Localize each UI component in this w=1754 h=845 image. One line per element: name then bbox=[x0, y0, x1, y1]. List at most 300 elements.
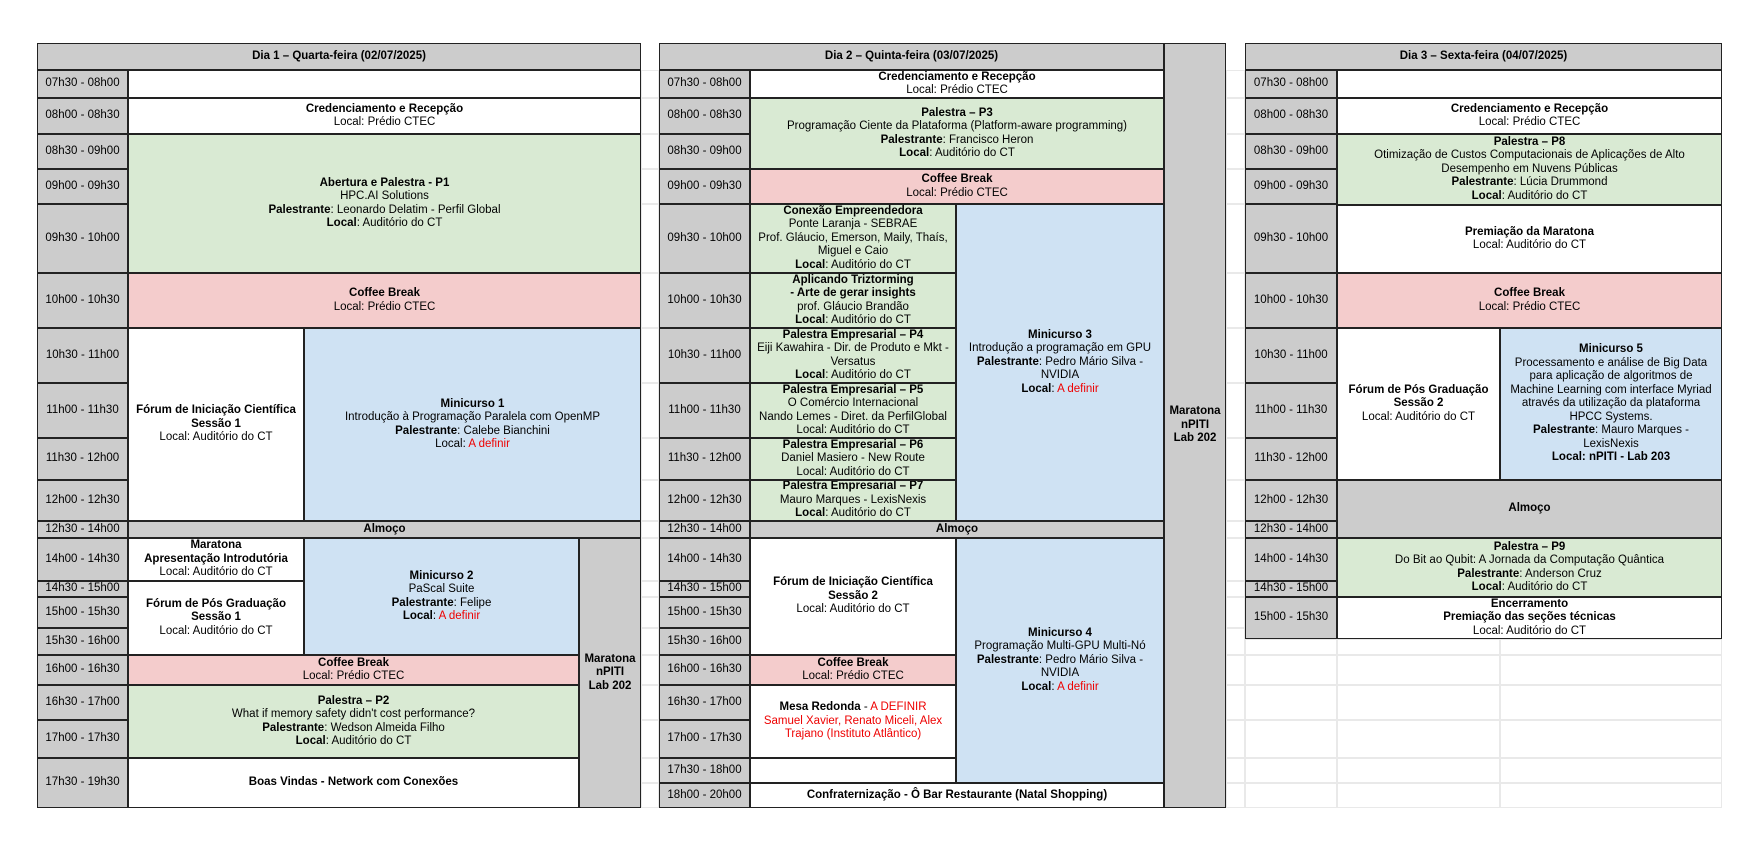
time-slot: 12h00 - 12h30 bbox=[37, 480, 128, 521]
time-slot: 17h30 - 18h00 bbox=[659, 758, 750, 783]
location-to-define: A definir bbox=[1057, 680, 1099, 693]
event-title: Fórum de Iniciação Científica bbox=[136, 404, 296, 417]
speaker-label: Palestrante bbox=[1457, 567, 1520, 580]
speaker-name: Nando Lemes - Diret. da PerfilGlobal bbox=[759, 410, 947, 423]
day2-confraternizacao bbox=[750, 783, 1164, 808]
day1-minicurso-2 bbox=[304, 538, 579, 655]
event-location: Local: Prédio CTEC bbox=[906, 84, 1008, 96]
event-title: Premiação da Maratona bbox=[1464, 225, 1595, 238]
empty-grid-cell bbox=[641, 685, 659, 720]
event-subtitle: O Comércio Internacional bbox=[787, 397, 919, 409]
event-location: : Auditório do CT bbox=[325, 735, 412, 747]
day1-credenciamento bbox=[128, 98, 641, 134]
speaker-name: prof. Gláucio Brandão bbox=[797, 300, 909, 313]
day2-minicurso-4 bbox=[956, 538, 1164, 783]
time-slot: 14h00 - 14h30 bbox=[1245, 538, 1337, 581]
location-label: Local bbox=[402, 610, 433, 622]
event-title: Confraternização - Ô Bar Restaurante (Natal Shopping) bbox=[806, 788, 1108, 801]
day1-almoco bbox=[128, 521, 641, 538]
speaker-label: Palestrante bbox=[391, 596, 454, 609]
event-title: Minicurso 2 bbox=[409, 569, 474, 582]
event-location: Local: Prédio CTEC bbox=[333, 116, 436, 128]
event-title: Palestra – P2 bbox=[317, 694, 390, 707]
event-location: : Auditório do CT bbox=[929, 147, 1015, 159]
empty-grid-cell bbox=[1500, 758, 1722, 783]
empty-grid-cell bbox=[641, 628, 659, 655]
marathon-room: Lab 202 bbox=[1173, 432, 1217, 445]
empty-grid-cell bbox=[1500, 720, 1722, 758]
empty-grid-cell bbox=[1226, 328, 1245, 383]
time-slot: 09h00 - 09h30 bbox=[659, 169, 750, 204]
location-separator: : bbox=[1051, 382, 1058, 395]
speaker-name: : Pedro Mário Silva - bbox=[1038, 653, 1144, 666]
event-title: Maratona bbox=[190, 539, 242, 552]
time-slot: 15h30 - 16h00 bbox=[659, 628, 750, 655]
location-label: Local bbox=[1471, 581, 1502, 593]
empty-grid-cell bbox=[641, 438, 659, 480]
time-slot: 11h30 - 12h00 bbox=[37, 438, 128, 480]
empty-grid-cell bbox=[641, 169, 659, 204]
time-slot: 16h00 - 16h30 bbox=[37, 655, 128, 685]
day3-encerramento bbox=[1337, 597, 1722, 639]
empty-grid-cell bbox=[1226, 655, 1245, 685]
event-title: Coffee Break bbox=[318, 656, 389, 669]
day1-coffee-break-2 bbox=[128, 655, 579, 685]
lunch-label: Almoço bbox=[1508, 502, 1551, 515]
empty-grid-cell bbox=[1337, 685, 1500, 720]
day3-forum-pos-sessao2 bbox=[1337, 328, 1500, 480]
empty-grid-cell bbox=[1226, 98, 1245, 134]
day3-palestra-p9 bbox=[1337, 538, 1722, 597]
event-location: Local: Auditório do CT bbox=[1472, 239, 1587, 251]
speaker-label: Palestrante bbox=[976, 653, 1039, 666]
empty-grid-cell bbox=[1226, 758, 1245, 783]
empty-grid-cell bbox=[641, 521, 659, 538]
event-title: Coffee Break bbox=[349, 287, 420, 299]
event-location: Local: Auditório do CT bbox=[159, 624, 273, 637]
empty-grid-cell bbox=[1226, 383, 1245, 438]
time-slot: 10h00 - 10h30 bbox=[37, 273, 128, 328]
empty-grid-cell bbox=[1226, 134, 1245, 169]
location-label: Local bbox=[899, 147, 930, 159]
event-title: Boas Vindas - Network com Conexões bbox=[248, 776, 459, 789]
time-slot: 16h30 - 17h00 bbox=[659, 685, 750, 720]
day1-forum-ic-sessao1 bbox=[128, 328, 304, 521]
day2-mesa-redonda bbox=[750, 685, 956, 758]
location-label: Local bbox=[1021, 680, 1052, 693]
time-slot: 08h30 - 09h00 bbox=[1245, 134, 1337, 169]
event-subtitle: Premiação das seções técnicas bbox=[1443, 611, 1616, 624]
empty-grid-cell bbox=[641, 328, 659, 383]
empty-grid-cell bbox=[641, 783, 659, 808]
event-location: Local: Auditório do CT bbox=[1361, 410, 1476, 423]
event-session: Sessão 2 bbox=[1393, 397, 1444, 410]
empty-grid-cell bbox=[1245, 783, 1337, 808]
empty-grid-cell bbox=[1500, 655, 1722, 685]
time-slot: 15h30 - 16h00 bbox=[37, 628, 128, 655]
day2-forum-ic-sessao2 bbox=[750, 538, 956, 655]
event-title: Abertura e Palestra - P1 bbox=[319, 176, 450, 189]
event-location: Local: Prédio CTEC bbox=[1478, 116, 1581, 128]
marathon-org: nPITI bbox=[595, 666, 625, 679]
time-slot: 17h00 - 17h30 bbox=[37, 720, 128, 758]
speaker-name: : Felipe bbox=[453, 596, 492, 609]
day2-palestra-p5 bbox=[750, 383, 956, 438]
event-location: : Auditório do CT bbox=[1501, 581, 1588, 593]
day1-title: Dia 1 – Quarta-feira (02/07/2025) bbox=[252, 49, 426, 62]
time-slot: 14h00 - 14h30 bbox=[659, 538, 750, 581]
speaker-label: Palestrante bbox=[262, 721, 325, 734]
event-subtitle: Ponte Laranja - SEBRAE bbox=[788, 218, 918, 231]
day2-conexao-empreendedora bbox=[750, 204, 956, 273]
event-title: Fórum de Pós Graduação bbox=[1348, 383, 1489, 396]
time-slot: 15h00 - 15h30 bbox=[37, 597, 128, 628]
event-title: Minicurso 5 bbox=[1579, 343, 1643, 356]
time-slot: 10h00 - 10h30 bbox=[1245, 273, 1337, 328]
speaker-label: Palestrante bbox=[1533, 424, 1596, 437]
location-to-define: A definir bbox=[438, 610, 481, 622]
location-label: Local bbox=[795, 258, 826, 271]
time-slot: 17h30 - 19h30 bbox=[37, 758, 128, 808]
event-title: Coffee Break bbox=[1494, 287, 1565, 299]
time-slot: 11h30 - 12h00 bbox=[659, 438, 750, 480]
time-slot: 16h30 - 17h00 bbox=[37, 685, 128, 720]
day1-maratona-intro bbox=[128, 538, 304, 581]
time-slot: 09h00 - 09h30 bbox=[37, 169, 128, 204]
empty-grid-cell bbox=[1226, 628, 1245, 655]
day3-credenciamento bbox=[1337, 98, 1722, 134]
time-slot: 07h30 - 08h00 bbox=[37, 70, 128, 98]
time-slot: 14h30 - 15h00 bbox=[659, 581, 750, 597]
location-separator: : bbox=[432, 610, 439, 622]
day2-title: Dia 2 – Quinta-feira (03/07/2025) bbox=[824, 49, 999, 62]
location-label: Local: bbox=[435, 438, 469, 450]
event-location: Local: Auditório do CT bbox=[796, 603, 910, 616]
day1-maratona-lab202 bbox=[579, 538, 641, 808]
day3-coffee-break bbox=[1337, 273, 1722, 328]
time-slot: 10h30 - 11h00 bbox=[37, 328, 128, 383]
empty-grid-cell bbox=[641, 720, 659, 758]
event-title: Palestra Empresarial – P4 bbox=[782, 328, 924, 341]
empty-grid-cell bbox=[1337, 655, 1500, 685]
day3-minicurso-5 bbox=[1500, 328, 1722, 480]
time-slot: 14h30 - 15h00 bbox=[37, 581, 128, 597]
location-label: Local bbox=[1021, 382, 1052, 395]
event-subtitle: para aplicação de algoritmos de bbox=[1529, 370, 1693, 383]
speaker-name: : Calebe Bianchini bbox=[457, 424, 550, 437]
event-title: Credenciamento e Recepção bbox=[878, 70, 1036, 83]
time-slot: 18h00 - 20h00 bbox=[659, 783, 750, 808]
empty-grid-cell bbox=[641, 480, 659, 521]
day2-maratona-lab202 bbox=[1164, 43, 1226, 808]
day1-header bbox=[37, 43, 641, 70]
day1-boas-vindas bbox=[128, 758, 579, 808]
event-subtitle: HPCC Systems. bbox=[1569, 410, 1653, 423]
event-title: Aplicando Triztorming bbox=[792, 273, 914, 286]
event-location: : Auditório do CT bbox=[825, 258, 911, 271]
speaker-label: Palestrante bbox=[395, 424, 458, 437]
event-subtitle: Apresentação Introdutória bbox=[144, 552, 288, 565]
marathon-title: Maratona bbox=[584, 652, 636, 665]
time-slot: 11h30 - 12h00 bbox=[1245, 438, 1337, 480]
speaker-name: Eiji Kawahira - Dir. de Produto e Mkt - bbox=[757, 342, 949, 354]
time-slot: 17h00 - 17h30 bbox=[659, 720, 750, 758]
marathon-org: nPITI bbox=[1180, 418, 1210, 431]
time-slot: 08h00 - 08h30 bbox=[1245, 98, 1337, 134]
empty-grid-cell bbox=[1226, 169, 1245, 204]
empty-grid-cell bbox=[1245, 758, 1337, 783]
day2-credenciamento bbox=[750, 70, 1164, 98]
time-slot: 11h00 - 11h30 bbox=[1245, 383, 1337, 438]
location-separator: : bbox=[1051, 680, 1058, 693]
event-title: Encerramento bbox=[1490, 597, 1569, 610]
day2-empty-1730 bbox=[750, 758, 956, 783]
lunch-label: Almoço bbox=[363, 522, 406, 535]
day3-palestra-p8 bbox=[1337, 134, 1722, 205]
event-subtitle: através da utilização da plataforma bbox=[1521, 397, 1701, 410]
empty-grid-cell bbox=[1337, 758, 1500, 783]
event-location: Local: Auditório do CT bbox=[796, 424, 910, 436]
time-slot: 12h00 - 12h30 bbox=[1245, 480, 1337, 521]
event-title: Minicurso 3 bbox=[1028, 328, 1092, 341]
speaker-names: Trajano (Instituto Atlântico) bbox=[784, 728, 922, 741]
speaker-label: Palestrante bbox=[1451, 176, 1514, 189]
event-subtitle: Desempenho em Nuvens Públicas bbox=[1441, 162, 1618, 175]
empty-grid-cell bbox=[1245, 655, 1337, 685]
location-label: Local bbox=[795, 369, 826, 381]
time-slot: 15h00 - 15h30 bbox=[1245, 597, 1337, 639]
empty-grid-cell bbox=[641, 383, 659, 438]
event-title: Fórum de Pós Graduação bbox=[146, 597, 286, 610]
speaker-name: : Lúcia Drummond bbox=[1513, 176, 1608, 189]
event-title: Palestra Empresarial – P6 bbox=[782, 438, 924, 451]
speaker-name: : Francisco Heron bbox=[942, 133, 1034, 146]
empty-grid-cell bbox=[641, 98, 659, 134]
empty-grid-cell bbox=[1245, 685, 1337, 720]
time-slot: 08h30 - 09h00 bbox=[37, 134, 128, 169]
empty-grid-cell bbox=[1500, 685, 1722, 720]
time-slot: 08h00 - 08h30 bbox=[659, 98, 750, 134]
empty-grid-cell bbox=[1226, 273, 1245, 328]
event-session: Sessão 1 bbox=[191, 611, 241, 624]
empty-grid-cell bbox=[641, 597, 659, 628]
time-slot: 09h00 - 09h30 bbox=[1245, 169, 1337, 204]
empty-grid-cell bbox=[1226, 597, 1245, 628]
marathon-room: Lab 202 bbox=[588, 679, 632, 692]
time-slot: 12h00 - 12h30 bbox=[659, 480, 750, 521]
event-subtitle: PaScal Suite bbox=[408, 583, 475, 595]
event-location: : Auditório do CT bbox=[825, 507, 911, 520]
speaker-company: NVIDIA bbox=[1040, 667, 1080, 680]
event-location: : Auditório do CT bbox=[825, 314, 911, 326]
time-slot: 09h30 - 10h00 bbox=[37, 204, 128, 273]
day3-header bbox=[1245, 43, 1722, 70]
speaker-name: Daniel Masiero - New Route bbox=[781, 452, 925, 465]
event-location: Local: Auditório do CT bbox=[796, 465, 910, 478]
event-title: Credenciamento e Recepção bbox=[1450, 102, 1609, 115]
speaker-label: Palestrante bbox=[976, 355, 1039, 368]
empty-grid-cell bbox=[641, 758, 659, 783]
day2-almoco bbox=[750, 521, 1164, 538]
event-subtitle: Do Bit ao Qubit: A Jornada da Computação Quântica bbox=[1394, 554, 1665, 566]
day1-forum-pos-sessao1 bbox=[128, 581, 304, 655]
location-to-define: A definir bbox=[1057, 382, 1099, 395]
event-title: Minicurso 1 bbox=[440, 397, 505, 410]
day2-coffee-break-2 bbox=[750, 655, 956, 685]
speaker-name: Miguel e Caio bbox=[817, 245, 889, 258]
event-subtitle: Programação Ciente da Plataforma (Platform-aware programming) bbox=[786, 120, 1128, 132]
event-location: : Auditório do CT bbox=[825, 369, 911, 381]
speaker-label: Palestrante bbox=[268, 203, 331, 216]
empty-grid-cell bbox=[1337, 639, 1500, 655]
time-slot: 09h30 - 10h00 bbox=[659, 204, 750, 273]
day3-premiacao-maratona bbox=[1337, 205, 1722, 273]
empty-grid-cell bbox=[1337, 783, 1500, 808]
empty-grid-cell bbox=[641, 134, 659, 169]
speaker-name: Prof. Gláucio, Emerson, Maily, Thaís, bbox=[758, 231, 948, 244]
empty-grid-cell bbox=[1337, 720, 1500, 758]
event-session: Sessão 2 bbox=[828, 589, 878, 602]
empty-grid-cell bbox=[641, 581, 659, 597]
event-location: Local: Prédio CTEC bbox=[906, 186, 1008, 199]
empty-grid-cell bbox=[1226, 783, 1245, 808]
speaker-label: Palestrante bbox=[880, 133, 943, 146]
empty-grid-cell bbox=[1500, 639, 1722, 655]
event-subtitle: Processamento e análise de Big Data bbox=[1514, 356, 1708, 369]
location-label: Local bbox=[795, 507, 826, 520]
location-label: Local bbox=[326, 217, 357, 229]
day2-palestra-p7 bbox=[750, 480, 956, 521]
location-label: Local bbox=[295, 735, 326, 747]
day1-coffee-break-1 bbox=[128, 273, 641, 328]
lunch-label: Almoço bbox=[935, 522, 979, 535]
day1-empty-0730 bbox=[128, 70, 641, 98]
time-slot: 08h30 - 09h00 bbox=[659, 134, 750, 169]
location-label: Local bbox=[1471, 189, 1502, 202]
empty-grid-cell bbox=[641, 273, 659, 328]
speaker-name: : Mauro Marques - bbox=[1595, 424, 1689, 437]
location-to-define: A definir bbox=[468, 438, 510, 450]
topic-to-define: A DEFINIR bbox=[870, 701, 927, 714]
event-location: Local: Auditório do CT bbox=[1472, 624, 1587, 637]
event-title: Minicurso 4 bbox=[1028, 626, 1092, 639]
event-subtitle: - Arte de gerar insights bbox=[790, 287, 916, 299]
day3-empty-0730 bbox=[1337, 70, 1722, 98]
empty-grid-cell bbox=[1500, 783, 1722, 808]
event-title: Fórum de Iniciação Científica bbox=[773, 576, 933, 589]
event-subtitle: Introdução a programação em GPU bbox=[968, 342, 1152, 355]
speaker-name: : Pedro Mário Silva - bbox=[1038, 355, 1144, 368]
empty-grid-cell bbox=[1245, 720, 1337, 758]
time-slot: 11h00 - 11h30 bbox=[37, 383, 128, 438]
time-slot: 07h30 - 08h00 bbox=[659, 70, 750, 98]
day1-abertura-p1 bbox=[128, 134, 641, 273]
time-slot: 10h30 - 11h00 bbox=[1245, 328, 1337, 383]
event-subtitle: Machine Learning com interface Myriad bbox=[1510, 383, 1712, 396]
empty-grid-cell bbox=[1245, 639, 1337, 655]
event-title: Palestra – P3 bbox=[921, 106, 993, 119]
day1-palestra-p2 bbox=[128, 685, 579, 758]
event-subtitle: Programação Multi-GPU Multi-Nó bbox=[974, 640, 1146, 653]
empty-grid-cell bbox=[1226, 480, 1245, 521]
speaker-name: : Leonardo Delatim - Perfil Global bbox=[330, 203, 501, 216]
event-title: Palestra Empresarial – P7 bbox=[782, 480, 924, 493]
time-slot: 16h00 - 16h30 bbox=[659, 655, 750, 685]
speaker-name: : Anderson Cruz bbox=[1519, 567, 1602, 580]
empty-grid-cell bbox=[1226, 438, 1245, 480]
title-separator: - bbox=[860, 701, 871, 714]
time-slot: 14h30 - 15h00 bbox=[1245, 581, 1337, 597]
day3-title: Dia 3 – Sexta-feira (04/07/2025) bbox=[1399, 49, 1568, 62]
event-location: Local: nPITI - Lab 203 bbox=[1551, 451, 1671, 464]
empty-grid-cell bbox=[1226, 204, 1245, 273]
empty-grid-cell bbox=[1226, 685, 1245, 720]
event-location: Local: Auditório do CT bbox=[159, 431, 273, 444]
speaker-names: Samuel Xavier, Renato Miceli, Alex bbox=[763, 714, 943, 727]
empty-grid-cell bbox=[1226, 720, 1245, 758]
day1-minicurso-1 bbox=[304, 328, 641, 521]
empty-grid-cell bbox=[1226, 521, 1245, 538]
speaker-company: Versatus bbox=[830, 355, 876, 368]
time-slot: 09h30 - 10h00 bbox=[1245, 204, 1337, 273]
event-location: Local: Prédio CTEC bbox=[802, 670, 904, 682]
empty-grid-cell bbox=[641, 655, 659, 685]
day2-coffee-break-1 bbox=[750, 169, 1164, 204]
event-location: Local: Auditório do CT bbox=[159, 566, 273, 579]
time-slot: 12h30 - 14h00 bbox=[659, 521, 750, 538]
time-slot: 12h30 - 14h00 bbox=[37, 521, 128, 538]
event-title: Palestra Empresarial – P5 bbox=[782, 383, 924, 396]
day3-almoco bbox=[1337, 480, 1722, 538]
event-location: Local: Prédio CTEC bbox=[1478, 300, 1581, 313]
event-title: Coffee Break bbox=[817, 656, 889, 669]
event-subtitle: Introdução à Programação Paralela com OpenMP bbox=[344, 411, 601, 423]
event-title: Coffee Break bbox=[921, 173, 993, 185]
time-slot: 10h00 - 10h30 bbox=[659, 273, 750, 328]
time-slot: 10h30 - 11h00 bbox=[659, 328, 750, 383]
speaker-name: : Wedson Almeida Filho bbox=[324, 721, 445, 734]
speaker-company: LexisNexis bbox=[1583, 437, 1639, 450]
event-location: : Auditório do CT bbox=[356, 217, 443, 229]
time-slot: 15h00 - 15h30 bbox=[659, 597, 750, 628]
day2-palestra-p4 bbox=[750, 328, 956, 383]
event-location: Local: Prédio CTEC bbox=[333, 300, 436, 313]
day2-palestra-p3 bbox=[750, 98, 1164, 169]
event-subtitle: Otimização de Custos Computacionais de Aplicações de Alto bbox=[1374, 149, 1685, 162]
day2-triztorming bbox=[750, 273, 956, 328]
time-slot: 12h30 - 14h00 bbox=[1245, 521, 1337, 538]
time-slot: 07h30 - 08h00 bbox=[1245, 70, 1337, 98]
event-title: Credenciamento e Recepção bbox=[305, 102, 464, 115]
time-slot: 14h00 - 14h30 bbox=[37, 538, 128, 581]
event-title: Palestra – P9 bbox=[1493, 540, 1566, 553]
event-location: Local: Prédio CTEC bbox=[302, 670, 405, 682]
event-title: Mesa Redonda bbox=[779, 701, 861, 714]
event-subtitle: HPC.AI Solutions bbox=[340, 190, 429, 202]
location-label: Local bbox=[795, 314, 826, 326]
time-slot: 08h00 - 08h30 bbox=[37, 98, 128, 134]
event-session: Sessão 1 bbox=[191, 417, 241, 430]
event-location: : Auditório do CT bbox=[1501, 189, 1588, 202]
day2-header bbox=[659, 43, 1164, 70]
empty-grid-cell bbox=[641, 538, 659, 581]
day2-minicurso-3 bbox=[956, 204, 1164, 521]
event-subtitle: What if memory safety didn't cost performance? bbox=[231, 708, 476, 720]
marathon-title: Maratona bbox=[1169, 405, 1221, 418]
speaker-name: Mauro Marques - LexisNexis bbox=[779, 493, 927, 506]
day2-palestra-p6 bbox=[750, 438, 956, 480]
time-slot: 11h00 - 11h30 bbox=[659, 383, 750, 438]
